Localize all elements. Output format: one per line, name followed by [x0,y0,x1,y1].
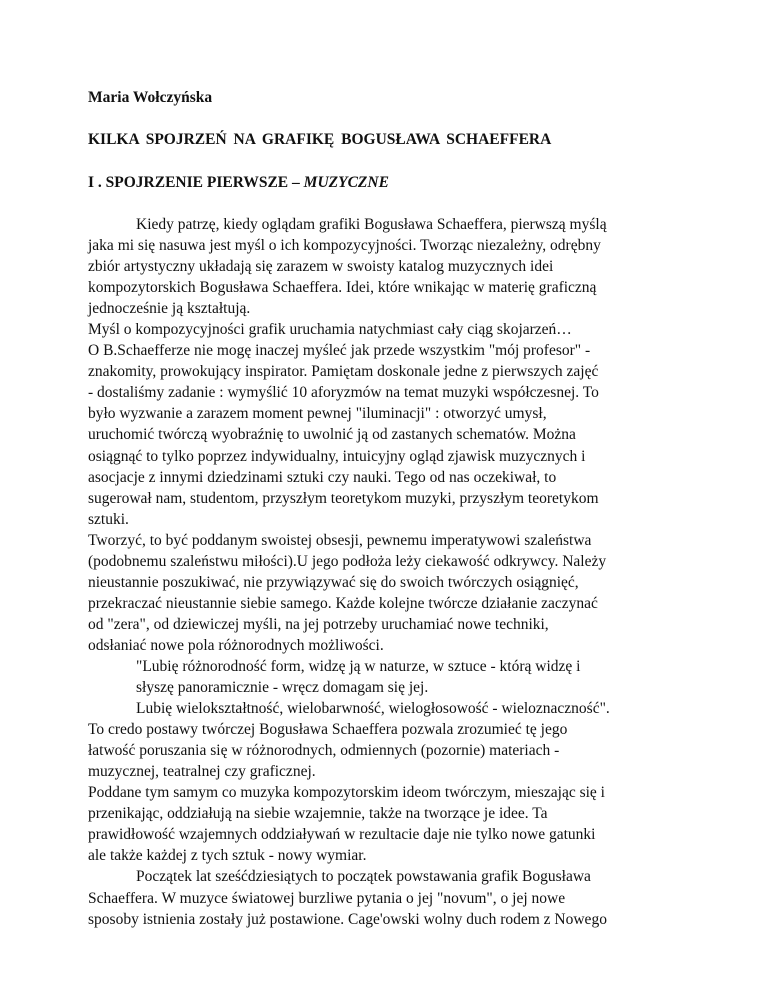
quote-line: słyszę panoramicznie - wręcz domagam się jej. [136,679,429,697]
text-line: kompozytorskich Bogusława Schaeffera. Idei, które wnikając w materię graficzną [88,279,597,297]
section-heading-prefix: I . SPOJRZENIE PIERWSZE – [88,174,304,191]
section-heading-emphasis: MUZYCZNE [303,174,389,191]
text-line: przenikając, oddziałują na siebie wzajemnie, także na tworzące je idee. Ta [88,805,548,823]
body-text [88,214,688,930]
text-line: sposoby istnienia zostały już postawione. Cage'owski wolny duch rodem z Nowego [88,910,607,928]
text-line: odsłaniać nowe pola różnorodnych możliwości. [88,636,384,654]
text-line: Schaeffera. W muzyce światowej burzliwe pytania o jej "novum", o jej nowe [88,889,566,907]
text-line: ale także każdej z tych sztuk - nowy wymiar. [88,847,367,865]
text-line: O B.Schaefferze nie mogę inaczej myśleć jak przede wszystkim "mój profesor" - [88,342,591,360]
text-line: Kiedy patrzę, kiedy oglądam grafiki Bogusława Schaeffera, pierwszą myślą [136,216,607,233]
text-line: było wyzwanie a zarazem moment pewnej "iluminacji" : otworzyć umysł, [88,405,547,423]
text-line: osiągnąć to tylko poprzez indywidualny, intuicyjny ogląd zjawisk muzycznych i [88,447,586,465]
text-line: znakomity, prowokujący inspirator. Pamiętam doskonale jedne z pierwszych zajęć [88,363,599,381]
section-heading [88,173,688,193]
document-page [88,88,688,930]
text-line: łatwość poruszania się w różnorodnych, odmiennych (pozornie) materiach - [88,742,560,760]
text-line: Myśl o kompozycyjności grafik uruchamia natychmiast cały ciąg skojarzeń… [88,321,572,339]
quote-line: Lubię wielokształtność, wielobarwność, wielogłosowość - wieloznaczność". [136,700,610,718]
text-line: Tworzyć, to być poddanym swoistej obsesji, pewnemu imperatywowi szaleństwa [88,531,592,549]
text-line: - dostaliśmy zadanie : wymyślić 10 aforyzmów na temat muzyki współczesnej. To [88,384,599,402]
author-name: Maria Wołczyńska [88,89,213,106]
text-line: To credo postawy twórczej Bogusława Schaeffera pozwala zrozumieć tę jego [88,721,568,739]
text-line: zbiór artystyczny układają się zarazem w swoisty katalog muzycznych idei [88,258,554,276]
quote-line: "Lubię różnorodność form, widzę ją w naturze, w sztuce - którą widzę i [136,657,581,675]
text-line: prawidłowość wzajemnych oddziaływań w rezultacie daje nie tylko nowe gatunki [88,826,596,844]
text-line: sugerował nam, studentom, przyszłym teoretykom muzyki, przyszłym teoretykom [88,489,599,507]
text-line: muzycznej, teatralnej czy graficznej. [88,763,316,781]
text-line: asocjacje z innymi dziedzinami sztuki czy nauki. Tego od nas oczekiwał, to [88,468,557,486]
text-line: jaka mi się nasuwa jest myśl o ich kompozycyjności. Tworząc niezależny, odrębny [88,237,601,255]
text-line: jednocześnie ją kształtują. [88,300,251,318]
text-line: przekraczać nieustannie siebie samego. Każde kolejne twórcze działanie zaczynać [88,594,598,612]
text-line: od "zera", od dziewiczej myśli, na jej potrzeby uruchamiać nowe techniki, [88,615,549,633]
text-line: uruchomić twórczą wyobraźnię to uwolnić ją od zastanych schematów. Można [88,426,576,444]
text-line: Poddane tym samym co muzyka kompozytorskim ideom twórczym, mieszając się i [88,784,605,802]
text-line: nieustannie poszukiwać, nie przywiązywać się do swoich twórczych osiągnięć, [88,573,579,591]
text-line: sztuki. [88,510,129,528]
text-line: (podobnemu szaleństwu miłości).U jego podłoża leży ciekawość odkrywcy. Należy [88,552,607,570]
document-title: KILKA SPOJRZEŃ NA GRAFIKĘ BOGUSŁAWA SCHAEFFERA [88,131,552,148]
text-line: Początek lat sześćdziesiątych to początek powstawania grafik Bogusława [136,868,591,886]
